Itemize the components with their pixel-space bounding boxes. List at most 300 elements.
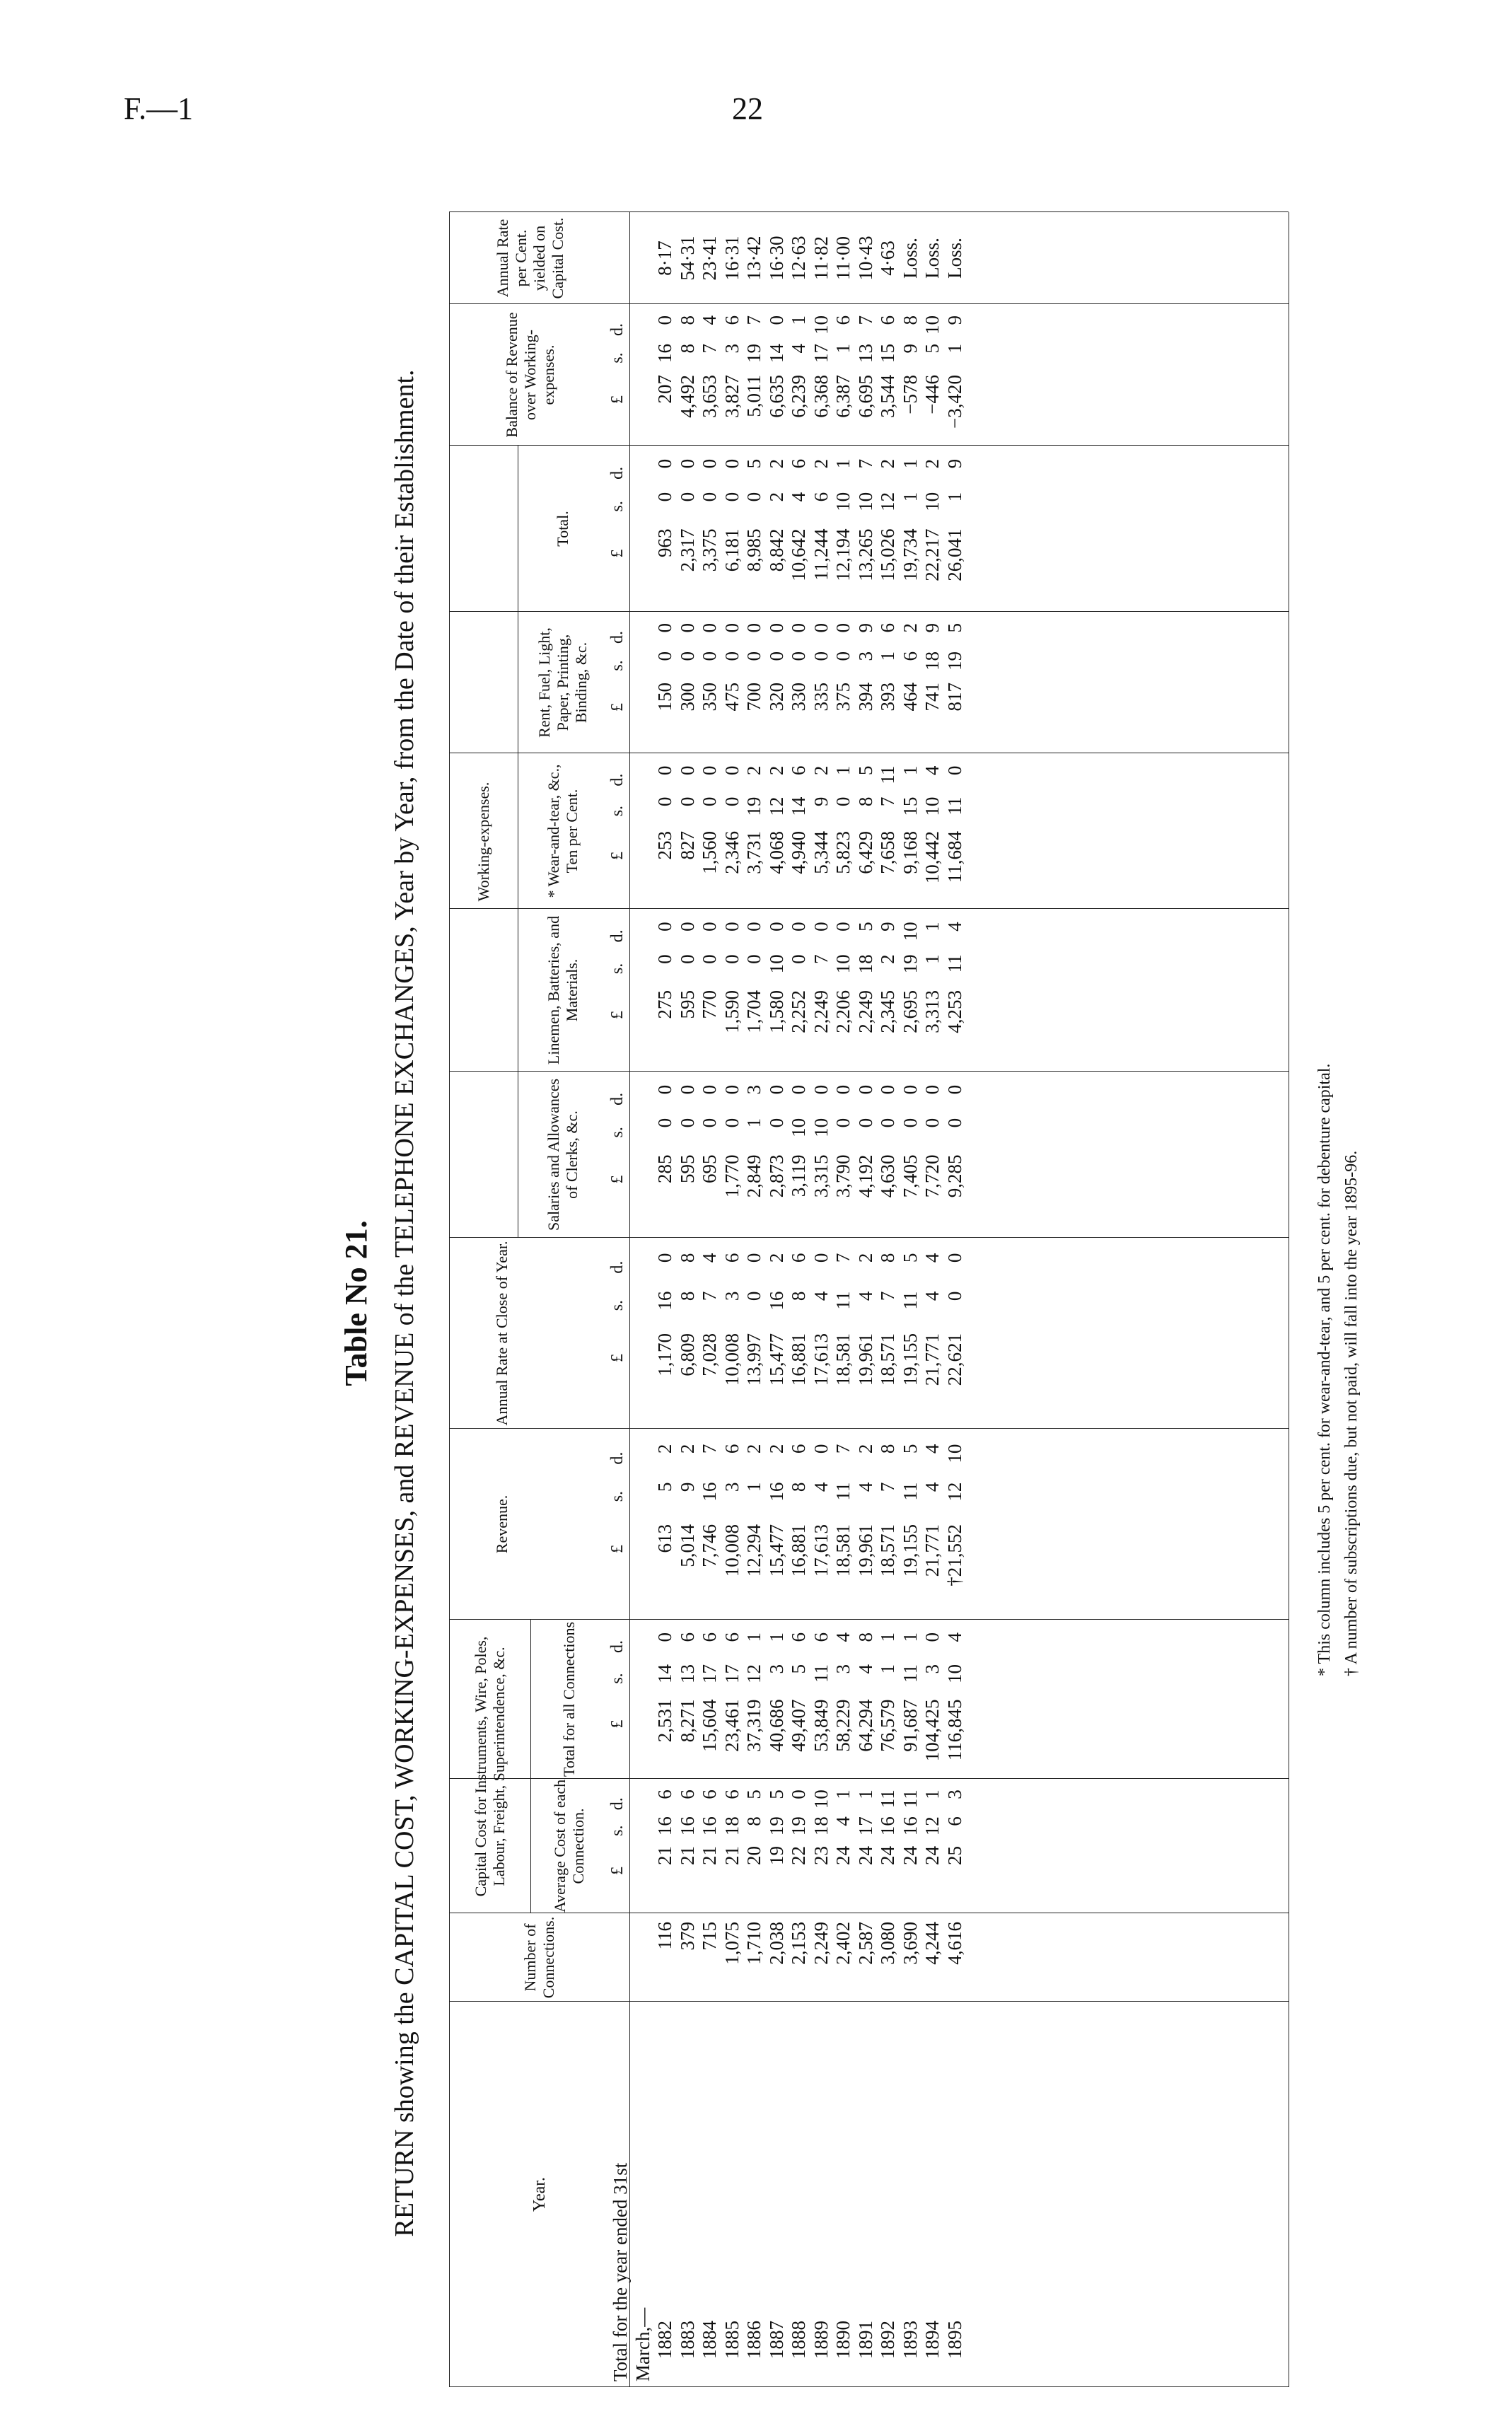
cell-pounds: 2,346 xyxy=(721,831,743,874)
cell-pounds: 40,686 xyxy=(765,1699,787,1752)
cell-pounds: 91,687 xyxy=(899,1699,921,1752)
cell-shillings: 0 xyxy=(721,954,743,964)
cell-pounds: 595 xyxy=(676,990,698,1019)
unit-pound: £ xyxy=(608,1175,627,1184)
cell-pounds: 6,181 xyxy=(721,528,743,572)
cell-shillings: 13 xyxy=(676,1664,698,1683)
header-rent-fuel: Rent, Fuel, Light, Paper, Printing, Binding, &c. xyxy=(535,627,590,738)
cell-pence: 0 xyxy=(810,623,832,633)
cell-shillings: 0 xyxy=(676,492,698,502)
cell-pence: 0 xyxy=(699,922,720,932)
cell-pounds: 393 xyxy=(877,683,898,712)
cell-shillings: 9 xyxy=(810,796,832,807)
header-bottom-rule xyxy=(629,212,630,2387)
cell-pounds: 4,492 xyxy=(676,375,698,418)
cell-pounds: 350 xyxy=(699,683,720,712)
cell-pounds: 285 xyxy=(654,1154,675,1183)
unit-pound: £ xyxy=(608,549,627,558)
connections-cell: 379 xyxy=(676,1922,698,1951)
connections-cell: 2,402 xyxy=(832,1922,854,1965)
cell-pounds: 4,068 xyxy=(765,831,787,874)
cell-shillings: 0 xyxy=(788,651,809,661)
cell-pence: 2 xyxy=(743,765,764,776)
cell-pence: 0 xyxy=(699,458,720,469)
year-cell: 1884 xyxy=(699,2321,720,2359)
connections-cell: 4,616 xyxy=(943,1922,965,1965)
header-revenue: Revenue. xyxy=(493,1495,511,1554)
cell-pence: 11 xyxy=(877,1789,898,1809)
cell-pence: 10 xyxy=(899,922,921,941)
cell-shillings: 10 xyxy=(854,492,876,511)
cell-pounds: 22,621 xyxy=(943,1333,965,1386)
cell-pounds: 3,375 xyxy=(699,528,720,572)
cell-pence: 0 xyxy=(854,1084,876,1095)
cell-pounds: 24 xyxy=(832,1846,854,1865)
cell-pounds: 595 xyxy=(676,1154,698,1183)
connections-cell: 2,587 xyxy=(854,1922,876,1965)
cell-pounds: 320 xyxy=(765,683,787,712)
cell-pence: 2 xyxy=(810,458,832,469)
cell-pence: 6 xyxy=(877,623,898,633)
cell-pence: 2 xyxy=(765,1253,787,1263)
cell-shillings: 11 xyxy=(943,954,965,973)
cell-pounds: 6,368 xyxy=(810,375,832,418)
cell-pounds: 58,229 xyxy=(832,1699,854,1752)
cell-shillings: 8 xyxy=(788,1291,809,1301)
cell-pence: 2 xyxy=(743,1444,764,1454)
cell-pounds: 7,405 xyxy=(899,1154,921,1198)
cell-shillings: 8 xyxy=(676,1291,698,1301)
cell-shillings: 10 xyxy=(765,954,787,974)
cell-pence: 0 xyxy=(721,922,743,932)
year-cell: 1885 xyxy=(721,2321,743,2359)
unit-pence: d. xyxy=(608,1797,627,1811)
cell-pence: 8 xyxy=(854,1632,876,1642)
cell-pounds: 2,249 xyxy=(854,990,876,1033)
cell-shillings: 9 xyxy=(899,344,921,354)
cell-pence: 0 xyxy=(654,922,675,932)
cell-shillings: 5 xyxy=(788,1664,809,1674)
header-capital-cost: Capital Cost for Instruments, Wire, Poles, Labour, Freight, Superintendence, &c. xyxy=(471,1636,508,1897)
cell-shillings: 0 xyxy=(743,1291,764,1301)
cell-shillings: 18 xyxy=(854,954,876,974)
cell-pounds: 613 xyxy=(654,1524,675,1553)
cell-pounds: 53,849 xyxy=(810,1699,832,1752)
cell-pounds: 150 xyxy=(654,683,675,712)
cell-pounds: 18,581 xyxy=(832,1333,854,1386)
cell-pence: 9 xyxy=(921,623,943,633)
cell-pounds: 18,571 xyxy=(877,1524,898,1577)
cell-pence: 7 xyxy=(832,1253,854,1263)
cell-shillings: 18 xyxy=(810,1816,832,1836)
footnote-2: † A number of subscriptions due, but not paid, will fall into the year 1895-96. xyxy=(1342,1150,1361,1676)
cell-pounds: 15,026 xyxy=(877,528,898,581)
cell-pounds: 17,613 xyxy=(810,1333,832,1386)
year-cell: 1894 xyxy=(921,2321,943,2359)
cell-pounds: 300 xyxy=(676,683,698,712)
cell-pence: 3 xyxy=(943,1789,965,1799)
cell-pence: 6 xyxy=(721,315,743,325)
cell-shillings: 4 xyxy=(788,344,809,354)
cell-shillings: 14 xyxy=(765,344,787,363)
cell-pence: 0 xyxy=(676,922,698,932)
cell-shillings: 0 xyxy=(832,651,854,661)
unit-pound: £ xyxy=(608,1354,627,1362)
connections-cell: 1,075 xyxy=(721,1922,743,1965)
cell-shillings: 1 xyxy=(921,954,943,964)
connections-cell: 1,710 xyxy=(743,1922,764,1965)
year-cell: 1893 xyxy=(899,2321,921,2359)
cell-pounds: 24 xyxy=(854,1846,876,1865)
header-balance: Balance of Revenue over Working-expenses. xyxy=(503,312,557,438)
cell-pounds: 21,771 xyxy=(921,1333,943,1386)
cell-pounds: 741 xyxy=(921,683,943,712)
header-annual-rate: Annual Rate at Close of Year. xyxy=(493,1241,511,1426)
cell-shillings: 1 xyxy=(943,492,965,502)
cell-shillings: 17 xyxy=(721,1664,743,1683)
cell-pounds: 1,580 xyxy=(765,990,787,1033)
unit-pound: £ xyxy=(608,1867,627,1875)
cell-pounds: 9,168 xyxy=(899,831,921,874)
cell-pence: 0 xyxy=(654,623,675,633)
cell-pence: 0 xyxy=(654,1632,675,1642)
cell-shillings: 7 xyxy=(877,1482,898,1492)
cell-shillings: 0 xyxy=(765,1118,787,1128)
cell-pence: 0 xyxy=(721,458,743,469)
cell-pounds: 22 xyxy=(788,1846,809,1865)
cell-pounds: 26,041 xyxy=(943,528,965,581)
year-cell: 1883 xyxy=(676,2321,698,2359)
cell-pence: 4 xyxy=(943,1632,965,1642)
cell-pounds: 464 xyxy=(899,683,921,712)
cell-pence: 0 xyxy=(743,623,764,633)
cell-pence: 7 xyxy=(854,315,876,325)
cell-pounds: 21 xyxy=(721,1846,743,1865)
cell-pence: 3 xyxy=(743,1084,764,1095)
cell-pounds: 475 xyxy=(721,683,743,712)
cell-pounds: 76,579 xyxy=(877,1699,898,1752)
cell-pence: 0 xyxy=(788,1789,809,1799)
year-cell: 1886 xyxy=(743,2321,764,2359)
cell-shillings: 11 xyxy=(899,1291,921,1310)
rate-percent-cell: 8·17 xyxy=(654,240,675,276)
cell-pence: 5 xyxy=(899,1444,921,1454)
cell-shillings: 16 xyxy=(765,1482,787,1502)
year-cell: 1887 xyxy=(765,2321,787,2359)
unit-pence: d. xyxy=(608,1260,627,1274)
cell-pounds: 10,642 xyxy=(788,528,809,581)
cell-pence: 6 xyxy=(654,1789,675,1799)
connections-cell: 4,244 xyxy=(921,1922,943,1965)
table-subtitle: RETURN showing the CAPITAL COST, WORKING-EXPENSES, and REVENUE of the TELEPHONE EXCHANGES, Year by Year, from the Date of their Establishment. xyxy=(390,369,419,2237)
cell-shillings: 15 xyxy=(877,344,898,363)
cell-pence: 5 xyxy=(854,922,876,932)
cell-pounds: 3,119 xyxy=(788,1154,809,1197)
cell-shillings: 0 xyxy=(743,651,764,661)
unit-pence: d. xyxy=(608,1451,627,1465)
cell-pence: 0 xyxy=(921,1632,943,1642)
cell-shillings: 7 xyxy=(810,954,832,964)
header-rate-per-cent: Annual Rate per Cent. yielded on Capital Cost. xyxy=(494,217,566,299)
cell-pounds: 24 xyxy=(899,1846,921,1865)
cell-pence: 0 xyxy=(765,315,787,325)
cell-pounds: −578 xyxy=(899,375,921,414)
cell-shillings: 0 xyxy=(877,1118,898,1128)
cell-pounds: 6,695 xyxy=(854,375,876,418)
cell-shillings: 16 xyxy=(676,1816,698,1836)
cell-shillings: 12 xyxy=(877,492,898,511)
cell-pounds: 10,442 xyxy=(921,831,943,884)
header-working-expenses: Working-expenses. xyxy=(474,782,492,902)
cell-shillings: 0 xyxy=(854,1118,876,1128)
cell-shillings: 3 xyxy=(721,1291,743,1301)
rate-percent-cell: 16·31 xyxy=(721,236,743,281)
cell-pounds: 17,613 xyxy=(810,1524,832,1577)
unit-shilling: s. xyxy=(608,1127,627,1138)
cell-pence: 5 xyxy=(765,1789,787,1799)
page-number: 22 xyxy=(732,91,763,126)
page-section-label: F.—1 xyxy=(124,91,193,126)
cell-pence: 0 xyxy=(699,623,720,633)
cell-pence: 0 xyxy=(765,623,787,633)
cell-pounds: 1,704 xyxy=(743,990,764,1033)
cell-shillings: 10 xyxy=(832,954,854,974)
cell-pounds: 1,560 xyxy=(699,831,720,874)
cell-pence: 6 xyxy=(676,1789,698,1799)
unit-pound: £ xyxy=(608,1011,627,1019)
cell-pence: 2 xyxy=(877,458,898,469)
cell-pence: 1 xyxy=(832,765,854,776)
year-cell: 1882 xyxy=(654,2321,675,2359)
cell-shillings: 16 xyxy=(654,1816,675,1836)
header-total-cost: Total for all Connections xyxy=(560,1621,578,1777)
unit-shilling: s. xyxy=(608,501,627,512)
cell-shillings: 4 xyxy=(921,1482,943,1492)
cell-pounds: 15,477 xyxy=(765,1524,787,1577)
cell-shillings: 1 xyxy=(743,1482,764,1492)
cell-shillings: 0 xyxy=(832,1118,854,1128)
cell-shillings: 0 xyxy=(676,1118,698,1128)
cell-shillings: 3 xyxy=(832,1664,854,1674)
cell-pounds: 7,028 xyxy=(699,1333,720,1376)
cell-pence: 0 xyxy=(676,623,698,633)
cell-pounds: 5,823 xyxy=(832,831,854,874)
cell-pence: 1 xyxy=(899,458,921,469)
unit-pence: d. xyxy=(608,466,627,480)
cell-pence: 6 xyxy=(699,1789,720,1799)
cell-shillings: 10 xyxy=(921,796,943,816)
cell-pence: 4 xyxy=(921,1253,943,1263)
footnote-1: * This column includes 5 per cent. for wear-and-tear, and 5 per cent. for debenture capital. xyxy=(1315,1063,1334,1676)
cell-shillings: 0 xyxy=(654,954,675,964)
cell-shillings: 0 xyxy=(743,492,764,502)
cell-pounds: 19 xyxy=(765,1846,787,1865)
cell-pounds: 695 xyxy=(699,1154,720,1183)
year-cell: 1892 xyxy=(877,2321,898,2359)
cell-pence: 0 xyxy=(699,765,720,776)
cell-shillings: 14 xyxy=(654,1664,675,1683)
cell-shillings: 0 xyxy=(943,1291,965,1301)
unit-pence: d. xyxy=(608,773,627,787)
cell-pounds: 2,206 xyxy=(832,990,854,1033)
unit-shilling: s. xyxy=(608,805,627,817)
cell-pence: 6 xyxy=(721,1632,743,1642)
cell-shillings: 16 xyxy=(899,1816,921,1836)
cell-shillings: 2 xyxy=(765,492,787,502)
header-wear-and-tear: * Wear-and-tear, &c., Ten per Cent. xyxy=(545,764,581,898)
cell-pence: 2 xyxy=(765,765,787,776)
cell-shillings: 10 xyxy=(788,1118,809,1137)
cell-shillings: 19 xyxy=(765,1816,787,1836)
cell-pounds: 6,635 xyxy=(765,375,787,418)
cell-shillings: 7 xyxy=(877,1291,898,1301)
cell-pence: 4 xyxy=(699,315,720,325)
header-connections: Number of Connections. xyxy=(521,1916,557,1999)
connections-cell: 3,690 xyxy=(899,1922,921,1965)
cell-pounds: 19,155 xyxy=(899,1524,921,1577)
cell-pounds: 253 xyxy=(654,831,675,860)
cell-pence: 1 xyxy=(921,922,943,932)
rate-percent-cell: 10·43 xyxy=(854,236,876,281)
connections-cell: 116 xyxy=(654,1922,675,1950)
cell-shillings: 3 xyxy=(854,651,876,661)
rotated-table-frame xyxy=(332,187,1379,2419)
cell-shillings: 1 xyxy=(877,1664,898,1674)
year-cell: 1891 xyxy=(854,2321,876,2359)
cell-pence: 1 xyxy=(832,458,854,469)
cell-pounds: 4,630 xyxy=(877,1154,898,1198)
header-average-cost: Average Cost of each Connection. xyxy=(551,1779,587,1913)
cell-pounds: 23 xyxy=(810,1846,832,1865)
rate-percent-cell: 12·63 xyxy=(788,236,809,281)
cell-pence: 9 xyxy=(877,922,898,932)
cell-pounds: 7,746 xyxy=(699,1524,720,1567)
cell-shillings: 15 xyxy=(899,796,921,816)
cell-shillings: 7 xyxy=(699,1291,720,1301)
cell-shillings: 16 xyxy=(877,1816,898,1836)
cell-pounds: 1,770 xyxy=(721,1154,743,1198)
row-label-line-1: Total for the year ended 31st xyxy=(610,2162,631,2381)
cell-shillings: 19 xyxy=(899,954,921,974)
cell-pence: 4 xyxy=(832,1632,854,1642)
cell-pence: 10 xyxy=(943,1444,965,1463)
rate-percent-cell: Loss. xyxy=(899,238,921,279)
cell-shillings: 7 xyxy=(877,796,898,807)
cell-pounds: 963 xyxy=(654,528,675,557)
cell-pounds: 21 xyxy=(699,1846,720,1865)
cell-pence: 0 xyxy=(810,922,832,932)
year-cell: 1890 xyxy=(832,2321,854,2359)
cell-pence: 1 xyxy=(921,1789,943,1799)
cell-shillings: 12 xyxy=(743,1664,764,1683)
unit-pound: £ xyxy=(608,395,627,404)
row-label-line-2: March,— xyxy=(632,2307,653,2381)
cell-pence: 0 xyxy=(810,1444,832,1454)
cell-pounds: 3,790 xyxy=(832,1154,854,1198)
cell-pence: 5 xyxy=(743,1789,764,1799)
cell-shillings: 6 xyxy=(943,1816,965,1826)
cell-shillings: 0 xyxy=(743,954,764,964)
cell-shillings: 12 xyxy=(765,796,787,816)
cell-pounds: 20 xyxy=(743,1846,764,1865)
cell-pounds: 12,194 xyxy=(832,528,854,581)
cell-shillings: 11 xyxy=(899,1482,921,1501)
cell-pence: 1 xyxy=(899,765,921,776)
cell-shillings: 0 xyxy=(765,651,787,661)
cell-pence: 0 xyxy=(877,1084,898,1095)
cell-pounds: 6,809 xyxy=(676,1333,698,1376)
cell-pounds: 6,387 xyxy=(832,375,854,418)
rate-percent-cell: 11·82 xyxy=(810,236,832,280)
unit-shilling: s. xyxy=(608,352,627,364)
header-total-working-expenses: Total. xyxy=(554,511,571,547)
unit-pound: £ xyxy=(608,1545,627,1553)
cell-pounds: 5,344 xyxy=(810,831,832,874)
cell-pounds: 12,294 xyxy=(743,1524,764,1577)
cell-pence: 0 xyxy=(765,1084,787,1095)
cell-pounds: 19,734 xyxy=(899,528,921,581)
cell-pounds: 15,477 xyxy=(765,1333,787,1386)
cell-pounds: 2,695 xyxy=(899,990,921,1033)
cell-pounds: 1,590 xyxy=(721,990,743,1033)
cell-shillings: 13 xyxy=(854,344,876,363)
unit-pound: £ xyxy=(608,703,627,712)
cell-shillings: 3 xyxy=(765,1664,787,1674)
cell-pence: 8 xyxy=(676,315,698,325)
cell-pounds: 3,313 xyxy=(921,990,943,1033)
cell-shillings: 18 xyxy=(721,1816,743,1836)
cell-pence: 6 xyxy=(721,1444,743,1454)
cell-pence: 6 xyxy=(788,1632,809,1642)
cell-pence: 0 xyxy=(832,1084,854,1095)
unit-shilling: s. xyxy=(608,1490,627,1502)
cell-pence: 11 xyxy=(899,1789,921,1809)
cell-pence: 8 xyxy=(877,1444,898,1454)
cell-pence: 0 xyxy=(654,1084,675,1095)
cell-shillings: 0 xyxy=(699,492,720,502)
cell-shillings: 4 xyxy=(788,492,809,502)
cell-pence: 0 xyxy=(654,315,675,325)
cell-pence: 0 xyxy=(943,1253,965,1263)
cell-pence: 0 xyxy=(788,922,809,932)
header-linemen: Linemen, Batteries, and Materials. xyxy=(545,915,581,1065)
cell-pounds: 25 xyxy=(943,1846,965,1865)
cell-shillings: 19 xyxy=(788,1816,809,1836)
cell-pounds: −3,420 xyxy=(943,375,965,429)
cell-pence: 0 xyxy=(654,458,675,469)
cell-shillings: 19 xyxy=(943,651,965,671)
cell-shillings: 3 xyxy=(721,344,743,354)
rate-percent-cell: 16·30 xyxy=(765,236,787,281)
cell-pounds: 2,249 xyxy=(810,990,832,1033)
cell-pence: 4 xyxy=(943,922,965,932)
cell-shillings: 0 xyxy=(810,651,832,661)
connections-cell: 3,080 xyxy=(877,1922,898,1965)
cell-pence: 7 xyxy=(743,315,764,325)
cell-pence: 6 xyxy=(877,315,898,325)
cell-pounds: 3,653 xyxy=(699,375,720,418)
cell-pounds: 2,252 xyxy=(788,990,809,1033)
cell-pounds: 4,940 xyxy=(788,831,809,874)
cell-pounds: 24 xyxy=(877,1846,898,1865)
cell-pounds: 394 xyxy=(854,683,876,712)
cell-pounds: 207 xyxy=(654,375,675,404)
cell-shillings: 10 xyxy=(810,1118,832,1137)
cell-shillings: 2 xyxy=(877,954,898,964)
cell-shillings: 0 xyxy=(721,796,743,807)
cell-shillings: 1 xyxy=(832,344,854,354)
header-year: Year. xyxy=(530,2177,549,2212)
